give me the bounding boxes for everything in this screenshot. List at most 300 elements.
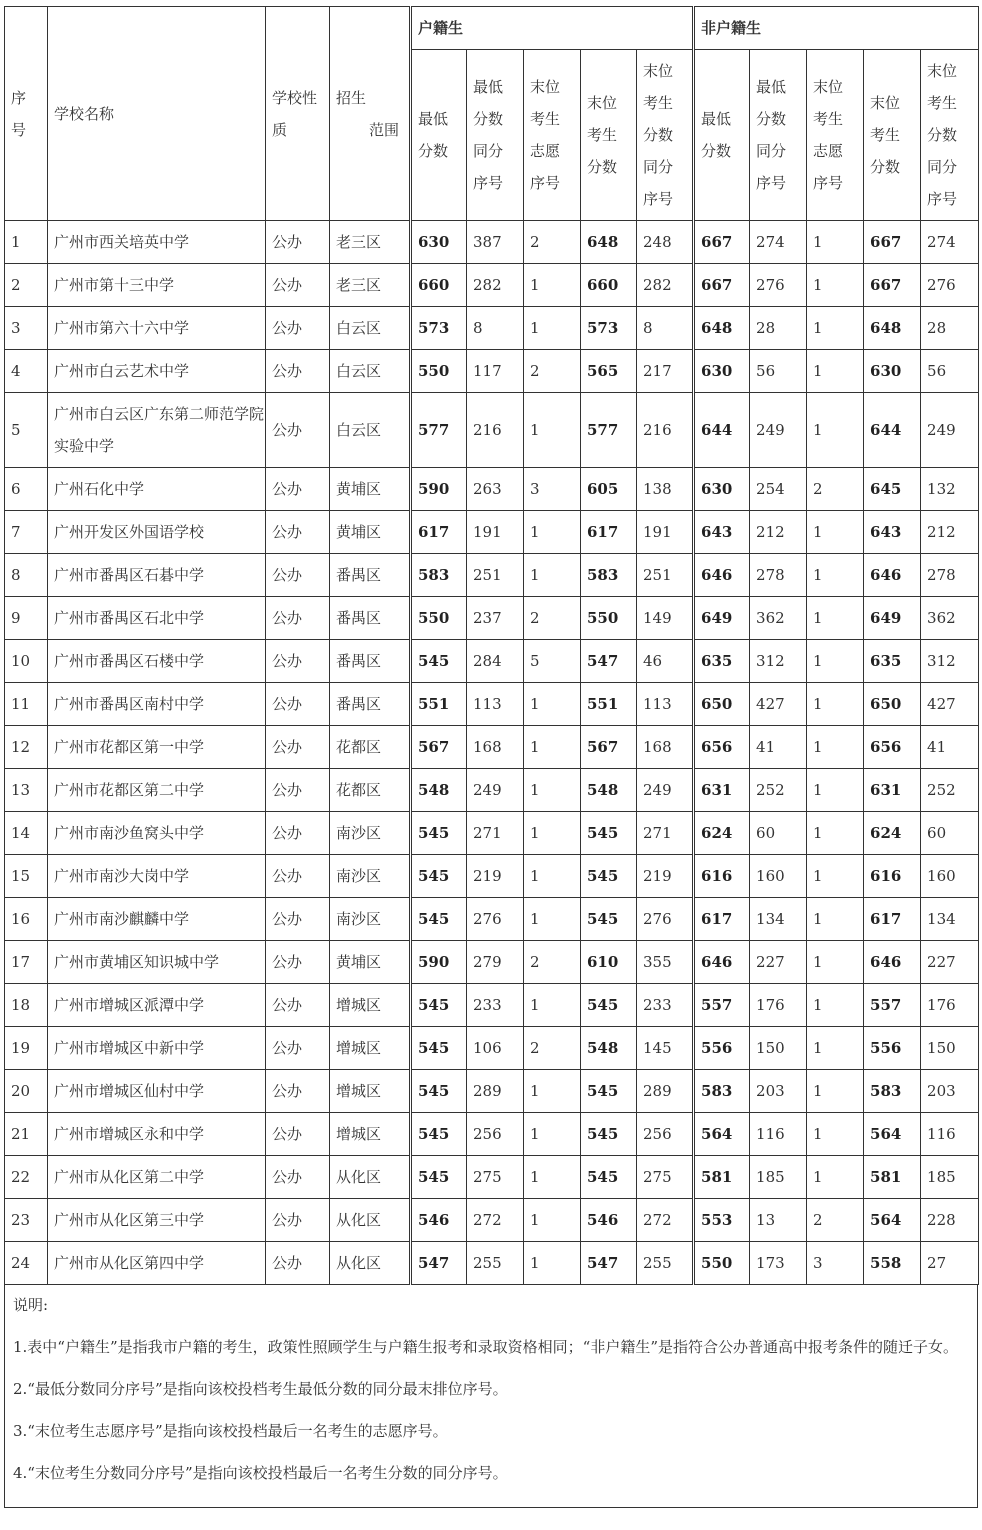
note-item-2: 2.“最低分数同分序号”是指向该校投档考生最低分数的同分最末排位序号。 [13, 1380, 508, 1398]
cell-huji-last-rank: 248 [637, 221, 694, 264]
cell-feihuji-min-rank: 28 [750, 307, 807, 350]
cell-huji-min-rank: 284 [467, 640, 524, 683]
cell-school-name: 广州市第十三中学 [48, 264, 266, 307]
cell-feihuji-min-score: 644 [694, 393, 750, 468]
cell-feihuji-min-rank: 185 [750, 1156, 807, 1199]
table-row [5, 855, 979, 898]
header-min-score-huji: 最低分数 [411, 50, 467, 221]
cell-feihuji-min-score: 564 [694, 1113, 750, 1156]
cell-enroll-range: 白云区 [330, 307, 411, 350]
cell-seq: 14 [5, 812, 48, 855]
cell-school-nature: 公办 [266, 597, 330, 640]
cell-feihuji-last-score: 564 [864, 1199, 921, 1242]
cell-huji-last-score: 545 [581, 1070, 637, 1113]
cell-huji-min-score: 567 [411, 726, 467, 769]
table-row [5, 812, 979, 855]
header-group-huji: 户籍生 [411, 7, 694, 50]
cell-feihuji-last-wish: 1 [807, 1113, 864, 1156]
cell-seq: 3 [5, 307, 48, 350]
cell-huji-min-score: 573 [411, 307, 467, 350]
cell-huji-last-wish: 2 [524, 221, 581, 264]
cell-school-nature: 公办 [266, 1242, 330, 1285]
cell-enroll-range: 花都区 [330, 726, 411, 769]
cell-huji-min-score: 583 [411, 554, 467, 597]
cell-school-name: 广州市从化区第三中学 [48, 1199, 266, 1242]
cell-feihuji-last-wish: 1 [807, 812, 864, 855]
cell-school-nature: 公办 [266, 898, 330, 941]
cell-huji-last-rank: 138 [637, 468, 694, 511]
cell-feihuji-last-score: 630 [864, 350, 921, 393]
cell-feihuji-last-score: 558 [864, 1242, 921, 1285]
header-last-wish-no-feihuji: 末位考生志愿序号 [807, 50, 864, 221]
cell-feihuji-min-score: 649 [694, 597, 750, 640]
cell-huji-min-rank: 113 [467, 683, 524, 726]
cell-huji-last-wish: 2 [524, 350, 581, 393]
cell-feihuji-last-wish: 1 [807, 554, 864, 597]
cell-school-nature: 公办 [266, 1113, 330, 1156]
cell-huji-last-rank: 282 [637, 264, 694, 307]
cell-feihuji-min-score: 667 [694, 264, 750, 307]
cell-school-nature: 公办 [266, 769, 330, 812]
cell-feihuji-last-score: 644 [864, 393, 921, 468]
cell-school-name: 广州市西关培英中学 [48, 221, 266, 264]
cell-enroll-range: 增城区 [330, 1113, 411, 1156]
cell-feihuji-min-rank: 249 [750, 393, 807, 468]
cell-school-nature: 公办 [266, 264, 330, 307]
cell-huji-last-wish: 1 [524, 855, 581, 898]
table-row [5, 350, 979, 393]
cell-enroll-range: 老三区 [330, 264, 411, 307]
cell-feihuji-min-score: 646 [694, 554, 750, 597]
cell-huji-last-rank: 46 [637, 640, 694, 683]
cell-enroll-range: 南沙区 [330, 898, 411, 941]
cell-huji-last-score: 545 [581, 1113, 637, 1156]
cell-feihuji-last-wish: 1 [807, 769, 864, 812]
header-enroll-range: 招生 范围 [330, 7, 411, 221]
cell-feihuji-last-score: 583 [864, 1070, 921, 1113]
cell-school-nature: 公办 [266, 640, 330, 683]
cell-seq: 8 [5, 554, 48, 597]
table-row [5, 726, 979, 769]
cell-feihuji-last-score: 667 [864, 221, 921, 264]
cell-enroll-range: 花都区 [330, 769, 411, 812]
cell-feihuji-last-wish: 1 [807, 855, 864, 898]
cell-huji-min-score: 550 [411, 597, 467, 640]
cell-huji-last-rank: 355 [637, 941, 694, 984]
cell-seq: 15 [5, 855, 48, 898]
cell-huji-min-score: 577 [411, 393, 467, 468]
cell-feihuji-last-score: 556 [864, 1027, 921, 1070]
cell-feihuji-last-rank: 27 [921, 1242, 979, 1285]
cell-seq: 12 [5, 726, 48, 769]
cell-feihuji-min-rank: 212 [750, 511, 807, 554]
cell-seq: 11 [5, 683, 48, 726]
table-row [5, 307, 979, 350]
cell-feihuji-last-rank: 28 [921, 307, 979, 350]
cell-huji-last-rank: 145 [637, 1027, 694, 1070]
cell-school-nature: 公办 [266, 554, 330, 597]
cell-huji-last-rank: 255 [637, 1242, 694, 1285]
cell-enroll-range: 老三区 [330, 221, 411, 264]
cell-huji-min-rank: 271 [467, 812, 524, 855]
cell-huji-min-rank: 263 [467, 468, 524, 511]
cell-school-name: 广州开发区外国语学校 [48, 511, 266, 554]
cell-enroll-range: 黄埔区 [330, 511, 411, 554]
cell-feihuji-min-score: 581 [694, 1156, 750, 1199]
cell-feihuji-last-wish: 1 [807, 640, 864, 683]
cell-feihuji-last-rank: 362 [921, 597, 979, 640]
cell-feihuji-last-wish: 1 [807, 597, 864, 640]
cell-huji-last-wish: 1 [524, 769, 581, 812]
cell-enroll-range: 从化区 [330, 1199, 411, 1242]
cell-school-nature: 公办 [266, 221, 330, 264]
cell-huji-last-rank: 168 [637, 726, 694, 769]
cell-huji-min-rank: 251 [467, 554, 524, 597]
cell-feihuji-min-score: 556 [694, 1027, 750, 1070]
table-row [5, 1242, 979, 1285]
cell-huji-min-score: 545 [411, 984, 467, 1027]
cell-huji-last-wish: 1 [524, 898, 581, 941]
cell-feihuji-last-wish: 1 [807, 511, 864, 554]
cell-huji-last-wish: 1 [524, 1199, 581, 1242]
cell-school-name: 广州市白云艺术中学 [48, 350, 266, 393]
cell-huji-min-score: 630 [411, 221, 467, 264]
cell-seq: 7 [5, 511, 48, 554]
cell-feihuji-last-wish: 1 [807, 984, 864, 1027]
cell-seq: 20 [5, 1070, 48, 1113]
cell-feihuji-last-rank: 278 [921, 554, 979, 597]
cell-enroll-range: 增城区 [330, 1027, 411, 1070]
cell-huji-min-score: 545 [411, 1156, 467, 1199]
cell-school-name: 广州市花都区第二中学 [48, 769, 266, 812]
cell-huji-min-score: 590 [411, 468, 467, 511]
cell-huji-last-rank: 191 [637, 511, 694, 554]
header-min-score-rank-huji: 最低分数同分序号 [467, 50, 524, 221]
cell-huji-last-wish: 1 [524, 393, 581, 468]
cell-school-nature: 公办 [266, 393, 330, 468]
cell-school-nature: 公办 [266, 1199, 330, 1242]
cell-huji-min-score: 590 [411, 941, 467, 984]
cell-huji-last-score: 545 [581, 812, 637, 855]
cell-feihuji-last-wish: 3 [807, 1242, 864, 1285]
cell-huji-last-rank: 217 [637, 350, 694, 393]
cell-feihuji-min-rank: 274 [750, 221, 807, 264]
cell-feihuji-last-rank: 252 [921, 769, 979, 812]
table-row [5, 1113, 979, 1156]
cell-school-name: 广州市第六十六中学 [48, 307, 266, 350]
cell-school-name: 广州市增城区仙村中学 [48, 1070, 266, 1113]
cell-huji-last-wish: 1 [524, 554, 581, 597]
cell-huji-last-score: 565 [581, 350, 637, 393]
table-row [5, 640, 979, 683]
cell-huji-last-rank: 275 [637, 1156, 694, 1199]
cell-feihuji-last-wish: 1 [807, 307, 864, 350]
cell-huji-last-wish: 1 [524, 307, 581, 350]
cell-feihuji-last-rank: 185 [921, 1156, 979, 1199]
cell-enroll-range: 黄埔区 [330, 941, 411, 984]
cell-huji-last-wish: 2 [524, 597, 581, 640]
cell-school-name: 广州市南沙麒麟中学 [48, 898, 266, 941]
cell-huji-min-rank: 117 [467, 350, 524, 393]
cell-huji-last-score: 545 [581, 898, 637, 941]
cell-huji-last-wish: 1 [524, 1070, 581, 1113]
cell-feihuji-min-rank: 134 [750, 898, 807, 941]
cell-huji-min-rank: 387 [467, 221, 524, 264]
cell-huji-last-rank: 271 [637, 812, 694, 855]
cell-school-nature: 公办 [266, 984, 330, 1027]
cell-huji-last-score: 551 [581, 683, 637, 726]
header-last-score-rank-feihuji: 末位考生分数同分序号 [921, 50, 979, 221]
cell-huji-min-rank: 191 [467, 511, 524, 554]
note-item-1: 1.表中“户籍生”是指我市户籍的考生，政策性照顾学生与户籍生报考和录取资格相同；“非户籍生”是指符合公办普通高中报考条件的随迁子女。 [13, 1338, 958, 1356]
cell-feihuji-last-rank: 56 [921, 350, 979, 393]
cell-school-name: 广州市白云区广东第二师范学院实验中学 [48, 393, 266, 468]
cell-feihuji-last-score: 650 [864, 683, 921, 726]
cell-feihuji-min-score: 624 [694, 812, 750, 855]
cell-enroll-range: 南沙区 [330, 812, 411, 855]
cell-enroll-range: 番禺区 [330, 597, 411, 640]
cell-feihuji-last-score: 564 [864, 1113, 921, 1156]
cell-feihuji-last-rank: 160 [921, 855, 979, 898]
table-row [5, 468, 979, 511]
cell-feihuji-last-score: 631 [864, 769, 921, 812]
cell-school-nature: 公办 [266, 1070, 330, 1113]
cell-school-name: 广州市南沙大岗中学 [48, 855, 266, 898]
table-row [5, 511, 979, 554]
cell-feihuji-last-wish: 1 [807, 1156, 864, 1199]
table-row [5, 1027, 979, 1070]
cell-seq: 22 [5, 1156, 48, 1199]
cell-seq: 1 [5, 221, 48, 264]
table-row [5, 984, 979, 1027]
cell-school-nature: 公办 [266, 307, 330, 350]
cell-seq: 2 [5, 264, 48, 307]
cell-feihuji-last-rank: 203 [921, 1070, 979, 1113]
header-seq: 序号 [5, 7, 48, 221]
cell-huji-last-wish: 1 [524, 1242, 581, 1285]
cell-seq: 18 [5, 984, 48, 1027]
cell-feihuji-min-rank: 60 [750, 812, 807, 855]
cell-huji-last-wish: 2 [524, 941, 581, 984]
cell-feihuji-last-rank: 249 [921, 393, 979, 468]
cell-feihuji-last-wish: 1 [807, 393, 864, 468]
cell-huji-last-score: 545 [581, 1156, 637, 1199]
cell-huji-last-score: 567 [581, 726, 637, 769]
cell-feihuji-last-wish: 1 [807, 726, 864, 769]
cell-feihuji-last-wish: 2 [807, 468, 864, 511]
cell-feihuji-last-rank: 427 [921, 683, 979, 726]
notes-section [4, 1285, 978, 1508]
cell-feihuji-last-rank: 150 [921, 1027, 979, 1070]
cell-feihuji-min-score: 630 [694, 350, 750, 393]
table-row [5, 1156, 979, 1199]
cell-feihuji-last-wish: 1 [807, 683, 864, 726]
cell-enroll-range: 从化区 [330, 1156, 411, 1199]
cell-huji-last-rank: 276 [637, 898, 694, 941]
cell-huji-last-score: 610 [581, 941, 637, 984]
cell-feihuji-min-rank: 312 [750, 640, 807, 683]
cell-huji-min-score: 551 [411, 683, 467, 726]
cell-huji-last-score: 548 [581, 769, 637, 812]
header-last-wish-no-huji: 末位考生志愿序号 [524, 50, 581, 221]
cell-feihuji-min-score: 583 [694, 1070, 750, 1113]
cell-huji-min-rank: 237 [467, 597, 524, 640]
cell-feihuji-last-wish: 1 [807, 221, 864, 264]
cell-school-name: 广州市增城区中新中学 [48, 1027, 266, 1070]
cell-enroll-range: 番禺区 [330, 554, 411, 597]
cell-feihuji-min-rank: 362 [750, 597, 807, 640]
cell-feihuji-last-score: 581 [864, 1156, 921, 1199]
cell-huji-last-wish: 1 [524, 1113, 581, 1156]
cell-huji-min-score: 617 [411, 511, 467, 554]
cell-huji-last-wish: 1 [524, 1156, 581, 1199]
cell-huji-min-rank: 106 [467, 1027, 524, 1070]
cell-huji-min-rank: 289 [467, 1070, 524, 1113]
header-school-name: 学校名称 [48, 7, 266, 221]
cell-school-nature: 公办 [266, 511, 330, 554]
cell-enroll-range: 白云区 [330, 350, 411, 393]
cell-feihuji-last-score: 667 [864, 264, 921, 307]
note-item-4: 4.“末位考生分数同分序号”是指向该校投档最后一名考生分数的同分序号。 [13, 1464, 508, 1482]
cell-seq: 6 [5, 468, 48, 511]
cell-feihuji-last-score: 646 [864, 941, 921, 984]
note-item-3: 3.“末位考生志愿序号”是指向该校投档最后一名考生的志愿序号。 [13, 1422, 448, 1440]
cell-feihuji-min-score: 650 [694, 683, 750, 726]
table-row [5, 1070, 979, 1113]
cell-feihuji-min-rank: 150 [750, 1027, 807, 1070]
cell-huji-last-rank: 251 [637, 554, 694, 597]
cell-huji-last-rank: 216 [637, 393, 694, 468]
table-row [5, 597, 979, 640]
cell-seq: 4 [5, 350, 48, 393]
cell-huji-last-score: 547 [581, 640, 637, 683]
cell-school-name: 广州市从化区第二中学 [48, 1156, 266, 1199]
cell-huji-last-score: 573 [581, 307, 637, 350]
cell-enroll-range: 增城区 [330, 1070, 411, 1113]
cell-feihuji-last-rank: 212 [921, 511, 979, 554]
cell-school-name: 广州市从化区第四中学 [48, 1242, 266, 1285]
cell-huji-last-wish: 1 [524, 812, 581, 855]
cell-huji-min-score: 545 [411, 640, 467, 683]
cell-feihuji-last-rank: 132 [921, 468, 979, 511]
cell-seq: 10 [5, 640, 48, 683]
cell-huji-last-score: 546 [581, 1199, 637, 1242]
cell-feihuji-last-score: 616 [864, 855, 921, 898]
cell-feihuji-min-score: 631 [694, 769, 750, 812]
cell-huji-last-wish: 1 [524, 984, 581, 1027]
cell-feihuji-last-wish: 1 [807, 1027, 864, 1070]
cell-huji-min-rank: 276 [467, 898, 524, 941]
cell-feihuji-min-rank: 56 [750, 350, 807, 393]
table-row [5, 554, 979, 597]
cell-huji-last-wish: 1 [524, 264, 581, 307]
cell-school-name: 广州市番禺区南村中学 [48, 683, 266, 726]
cell-seq: 5 [5, 393, 48, 468]
header-last-score-huji: 末位考生分数 [581, 50, 637, 221]
header-group-feihuji: 非户籍生 [694, 7, 979, 50]
cell-feihuji-last-score: 617 [864, 898, 921, 941]
cell-feihuji-last-rank: 116 [921, 1113, 979, 1156]
cell-feihuji-last-wish: 1 [807, 898, 864, 941]
cell-huji-min-score: 545 [411, 898, 467, 941]
cell-huji-min-score: 545 [411, 855, 467, 898]
cell-seq: 13 [5, 769, 48, 812]
cell-school-name: 广州石化中学 [48, 468, 266, 511]
cell-huji-min-score: 545 [411, 1070, 467, 1113]
cell-feihuji-min-rank: 227 [750, 941, 807, 984]
cell-huji-last-wish: 1 [524, 683, 581, 726]
cell-feihuji-min-score: 630 [694, 468, 750, 511]
cell-school-name: 广州市黄埔区知识城中学 [48, 941, 266, 984]
cell-huji-last-rank: 272 [637, 1199, 694, 1242]
cell-seq: 9 [5, 597, 48, 640]
cell-feihuji-last-rank: 274 [921, 221, 979, 264]
cell-feihuji-last-rank: 134 [921, 898, 979, 941]
cell-enroll-range: 南沙区 [330, 855, 411, 898]
cell-huji-last-wish: 2 [524, 1027, 581, 1070]
table-row [5, 898, 979, 941]
table-row [5, 683, 979, 726]
cell-feihuji-last-score: 645 [864, 468, 921, 511]
cell-feihuji-last-rank: 228 [921, 1199, 979, 1242]
cell-huji-last-rank: 113 [637, 683, 694, 726]
cell-feihuji-min-rank: 160 [750, 855, 807, 898]
cell-school-nature: 公办 [266, 941, 330, 984]
cell-enroll-range: 番禺区 [330, 683, 411, 726]
cell-huji-last-wish: 1 [524, 726, 581, 769]
admission-score-table [4, 6, 979, 1285]
table-row [5, 393, 979, 468]
cell-huji-last-score: 660 [581, 264, 637, 307]
cell-feihuji-last-rank: 60 [921, 812, 979, 855]
header-min-score-rank-feihuji: 最低分数同分序号 [750, 50, 807, 221]
cell-school-name: 广州市番禺区石楼中学 [48, 640, 266, 683]
cell-huji-min-rank: 255 [467, 1242, 524, 1285]
cell-feihuji-min-rank: 116 [750, 1113, 807, 1156]
cell-huji-min-rank: 216 [467, 393, 524, 468]
cell-feihuji-last-score: 624 [864, 812, 921, 855]
cell-huji-min-score: 545 [411, 1027, 467, 1070]
cell-huji-last-score: 583 [581, 554, 637, 597]
cell-huji-last-rank: 289 [637, 1070, 694, 1113]
cell-feihuji-min-rank: 41 [750, 726, 807, 769]
table-row [5, 221, 979, 264]
cell-huji-last-score: 617 [581, 511, 637, 554]
cell-feihuji-min-score: 550 [694, 1242, 750, 1285]
cell-huji-last-rank: 256 [637, 1113, 694, 1156]
header-last-score-feihuji: 末位考生分数 [864, 50, 921, 221]
cell-huji-min-rank: 233 [467, 984, 524, 1027]
cell-huji-min-score: 550 [411, 350, 467, 393]
cell-feihuji-last-wish: 1 [807, 941, 864, 984]
cell-school-nature: 公办 [266, 726, 330, 769]
cell-feihuji-min-rank: 254 [750, 468, 807, 511]
cell-huji-min-score: 545 [411, 812, 467, 855]
cell-feihuji-last-score: 643 [864, 511, 921, 554]
cell-seq: 17 [5, 941, 48, 984]
cell-huji-last-rank: 233 [637, 984, 694, 1027]
cell-feihuji-last-rank: 41 [921, 726, 979, 769]
cell-school-nature: 公办 [266, 683, 330, 726]
cell-huji-min-rank: 219 [467, 855, 524, 898]
cell-seq: 24 [5, 1242, 48, 1285]
cell-enroll-range: 从化区 [330, 1242, 411, 1285]
cell-huji-min-score: 547 [411, 1242, 467, 1285]
cell-huji-last-rank: 8 [637, 307, 694, 350]
cell-enroll-range: 白云区 [330, 393, 411, 468]
cell-enroll-range: 黄埔区 [330, 468, 411, 511]
cell-feihuji-min-rank: 252 [750, 769, 807, 812]
